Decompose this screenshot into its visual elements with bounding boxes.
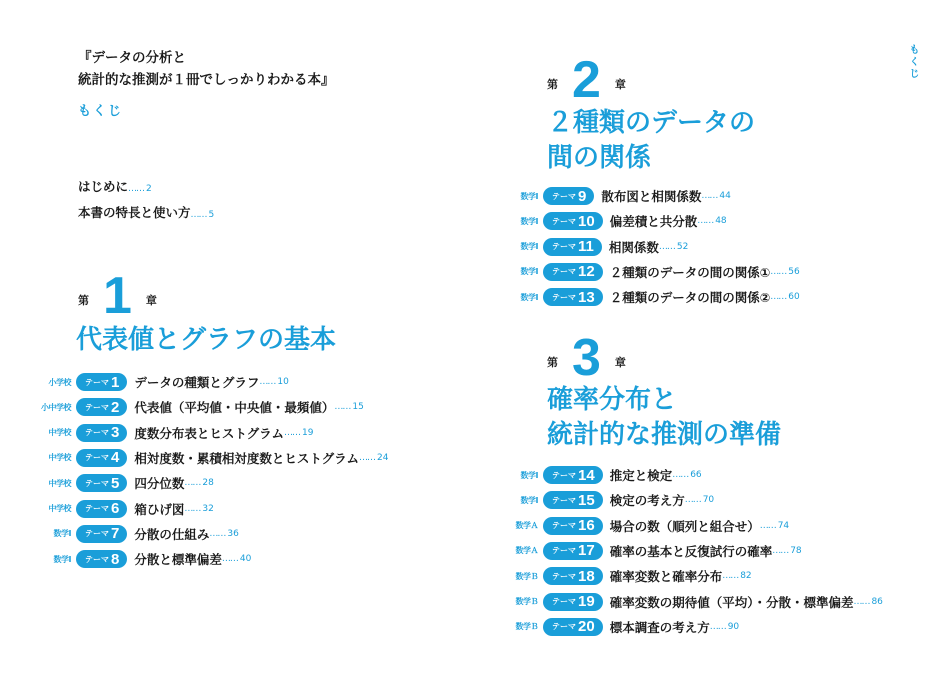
chapter-number: 3 <box>572 329 601 387</box>
subject-level-label: 数学Ｂ <box>515 597 538 606</box>
leader-dots: …… <box>772 545 789 556</box>
theme-badge-number: 18 <box>578 567 595 585</box>
subject-level-label: 数学Ｂ <box>515 622 538 632</box>
theme-badge-number: 16 <box>578 517 595 535</box>
subject-level-label: 中学校 <box>48 453 71 463</box>
theme-badge <box>543 212 603 230</box>
chapter-1-heading <box>78 267 157 325</box>
page-number: 10 <box>277 377 289 387</box>
chapter-2-heading <box>547 51 626 109</box>
subject-level-label: 数学Ⅰ <box>53 529 71 539</box>
leader-dots: …… <box>709 621 726 632</box>
leader-dots: …… <box>722 571 739 582</box>
toc-entry-label: 四分位数 <box>134 476 185 492</box>
theme-badge-number: 19 <box>578 593 595 610</box>
theme-badge-label: テーマ <box>552 546 576 556</box>
theme-badge <box>543 567 603 585</box>
toc-entry-theme-8[interactable] <box>40 549 251 569</box>
theme-badge-number: 20 <box>578 618 595 636</box>
theme-badge <box>543 618 603 636</box>
theme-badge-number: 14 <box>578 466 595 484</box>
toc-entry-theme-11[interactable] <box>507 237 688 257</box>
theme-badge-label: テーマ <box>85 402 109 412</box>
toc-entry-theme-17[interactable] <box>507 541 802 561</box>
subject-level-label: 小学校 <box>48 377 71 387</box>
leader-dots: …… <box>283 427 300 438</box>
toc-heading: もくじ <box>78 104 124 119</box>
toc-entry-theme-13[interactable] <box>507 287 800 307</box>
theme-badge <box>543 263 603 281</box>
leader-dots: …… <box>684 495 701 506</box>
page-number: 5 <box>208 210 215 220</box>
toc-entry-label: 確率変数の期待値（平均）・分散・標準偏差 <box>609 594 854 610</box>
page-number: 48 <box>715 216 727 227</box>
leader-dots: …… <box>672 470 689 480</box>
theme-badge-number: 13 <box>578 288 595 306</box>
toc-entry-label: 偏差積と共分散 <box>609 214 698 230</box>
theme-badge <box>76 424 127 442</box>
leader-dots: …… <box>770 292 787 303</box>
toc-entry-label: 散布図と相関係数 <box>601 189 702 204</box>
intro-item-features[interactable] <box>78 203 214 221</box>
toc-entry-label: 場合の数（順列と組合せ） <box>609 518 760 534</box>
theme-badge-number: 17 <box>578 542 595 560</box>
chapter-title-line: 間の関係 <box>547 143 652 173</box>
subject-level-label: 数学Ⅰ <box>520 495 538 505</box>
chapter-title-line: 確率分布と <box>547 385 678 415</box>
toc-entry-label: 検定の考え方 <box>609 493 685 509</box>
subject-level-label: 数学Ⅰ <box>520 242 538 252</box>
subject-level-label: 数学Ａ <box>515 546 538 556</box>
leader-dots: …… <box>334 402 351 413</box>
chapter-suffix: 章 <box>614 78 626 91</box>
page-number: 82 <box>740 571 752 582</box>
toc-entry-label: 相関係数 <box>608 239 659 255</box>
toc-entry-label: 代表値（平均値・中央値・最頻値） <box>134 400 335 416</box>
leader-dots: …… <box>658 241 675 252</box>
theme-badge-label: テーマ <box>552 495 576 505</box>
toc-entry-theme-20[interactable] <box>507 617 739 637</box>
leader-dots: …… <box>190 210 207 220</box>
leader-dots: …… <box>697 216 714 227</box>
page-number: 70 <box>702 495 715 506</box>
theme-badge-label: テーマ <box>552 191 576 201</box>
page-number: 60 <box>788 292 800 303</box>
subject-level-label: 数学Ⅰ <box>520 191 538 201</box>
page-number: 86 <box>871 596 883 607</box>
leader-dots: …… <box>209 528 226 539</box>
subject-level-label: 中学校 <box>48 428 71 438</box>
theme-badge <box>543 238 602 256</box>
theme-badge <box>76 449 127 467</box>
page-number: 19 <box>301 427 314 438</box>
toc-entry-label: 度数分布表とヒストグラム <box>134 425 284 441</box>
chapter-suffix: 章 <box>614 356 626 369</box>
theme-badge-label: テーマ <box>85 554 109 564</box>
theme-badge-label: テーマ <box>85 478 109 488</box>
chapter-3-heading <box>547 329 626 387</box>
toc-entry-theme-6[interactable] <box>40 499 214 519</box>
toc-entry-theme-1[interactable] <box>40 372 289 392</box>
page-number: 32 <box>202 503 214 514</box>
subject-level-label: 数学Ａ <box>515 521 538 531</box>
theme-badge-number: 9 <box>578 187 587 205</box>
theme-badge-number: 4 <box>111 449 120 467</box>
theme-badge <box>543 491 603 509</box>
book-title-line-2: 統計的な推測が１冊でしっかりわかる本』 <box>78 72 335 88</box>
chapter-2-title <box>547 106 755 176</box>
theme-badge-label: テーマ <box>552 521 576 531</box>
theme-badge-label: テーマ <box>552 216 576 226</box>
page-number: 44 <box>719 191 731 201</box>
theme-badge-label: テーマ <box>552 242 576 252</box>
page-number: 28 <box>202 478 214 489</box>
page-number: 56 <box>788 266 800 277</box>
subject-level-label: 中学校 <box>48 504 71 513</box>
theme-badge-label: テーマ <box>85 428 109 438</box>
leader-dots: …… <box>770 266 787 277</box>
subject-level-label: 数学Ⅰ <box>53 554 71 564</box>
theme-badge <box>76 550 127 568</box>
theme-badge <box>76 474 127 492</box>
toc-entry-label: ２種類のデータの間の関係① <box>609 264 771 280</box>
subject-level-label: 数学Ⅰ <box>520 292 538 302</box>
chapter-title-line: 統計的な推測の準備 <box>547 420 782 450</box>
theme-badge-number: 3 <box>111 424 120 442</box>
subject-level-label: 数学Ⅰ <box>520 267 538 277</box>
page-number: 66 <box>690 470 702 480</box>
theme-badge-number: 7 <box>111 525 120 543</box>
chapter-suffix: 章 <box>145 294 157 307</box>
theme-badge-label: テーマ <box>552 597 576 606</box>
book-title <box>78 47 335 91</box>
page-number: 15 <box>352 402 364 413</box>
theme-badge-label: テーマ <box>552 292 576 302</box>
theme-badge <box>543 593 603 611</box>
subject-level-label: 中学校 <box>48 478 71 488</box>
theme-badge-number: 12 <box>578 263 595 281</box>
toc-entry-theme-7[interactable] <box>40 524 239 544</box>
page-number: 2 <box>146 184 152 194</box>
toc-entry-label: 分散の仕組み <box>134 526 210 542</box>
theme-badge-label: テーマ <box>552 267 576 277</box>
leader-dots: …… <box>701 191 718 201</box>
toc-entry-theme-18[interactable] <box>507 566 752 586</box>
toc-entry-theme-10[interactable] <box>507 211 727 231</box>
subject-level-label: 数学Ⅰ <box>520 216 538 226</box>
theme-badge-number: 5 <box>111 474 120 492</box>
theme-badge-number: 2 <box>111 398 120 416</box>
theme-badge-number: 6 <box>111 500 120 517</box>
leader-dots: …… <box>184 503 201 514</box>
theme-badge <box>543 288 603 306</box>
chapter-1-title <box>76 323 336 358</box>
chapter-prefix: 第 <box>78 294 89 307</box>
theme-badge <box>543 187 594 205</box>
toc-entry-label: 推定と検定 <box>609 468 673 483</box>
subject-level-label: 小中学校 <box>41 402 71 412</box>
theme-badge-number: 11 <box>578 238 594 256</box>
leader-dots: …… <box>259 377 276 387</box>
chapter-title-line: 代表値とグラフの基本 <box>76 325 337 355</box>
toc-entry-label: データの種類とグラフ <box>134 375 260 390</box>
book-title-line-1: 『データの分析と <box>78 50 186 66</box>
theme-badge <box>76 398 127 416</box>
page-number: 74 <box>777 520 790 531</box>
page-number: 36 <box>227 528 239 539</box>
leader-dots: …… <box>358 452 375 463</box>
leader-dots: …… <box>221 554 238 565</box>
theme-badge <box>543 542 603 560</box>
theme-badge <box>76 500 127 518</box>
chapter-3-title <box>547 383 781 453</box>
theme-badge-number: 10 <box>578 212 595 230</box>
theme-badge-label: テーマ <box>85 453 109 463</box>
intro-item-label: はじめに <box>78 179 129 194</box>
toc-entry-theme-3[interactable] <box>40 423 313 443</box>
intro-item-hajimeni[interactable] <box>78 177 152 195</box>
theme-badge-label: テーマ <box>85 504 109 513</box>
toc-entry-theme-12[interactable] <box>507 262 800 282</box>
page-number: 90 <box>727 621 740 632</box>
theme-badge-number: 15 <box>578 491 595 509</box>
subject-level-label: 数学Ｂ <box>515 571 538 581</box>
toc-entry-theme-9[interactable] <box>507 186 731 206</box>
theme-badge-label: テーマ <box>552 470 576 480</box>
toc-entry-theme-14[interactable] <box>507 465 702 485</box>
theme-badge-label: テーマ <box>85 377 109 387</box>
toc-entry-label: ２種類のデータの間の関係② <box>609 290 771 306</box>
theme-badge <box>543 517 603 535</box>
toc-entry-theme-5[interactable] <box>40 473 214 493</box>
toc-entry-theme-2[interactable] <box>40 397 364 417</box>
toc-entry-label: 確率の基本と反復試行の確率 <box>609 543 773 559</box>
chapter-prefix: 第 <box>547 356 558 369</box>
toc-entry-label: 相対度数・累積相対度数とヒストグラム <box>134 450 359 466</box>
theme-badge <box>543 466 603 484</box>
chapter-number: 1 <box>103 267 132 325</box>
theme-badge <box>76 373 127 391</box>
toc-entry-theme-16[interactable] <box>507 516 789 536</box>
toc-entry-label: 箱ひげ図 <box>134 501 185 517</box>
page-number: 52 <box>676 241 689 252</box>
theme-badge-label: テーマ <box>552 622 576 632</box>
chapter-title-line: ２種類のデータの <box>547 108 756 138</box>
theme-badge-label: テーマ <box>85 529 109 539</box>
toc-entry-theme-15[interactable] <box>507 490 714 510</box>
leader-dots: …… <box>759 520 776 531</box>
toc-entry-label: 分散と標準偏差 <box>134 552 222 568</box>
intro-item-label: 本書の特長と使い方 <box>78 205 191 220</box>
toc-entry-label: 確率変数と確率分布 <box>609 569 723 585</box>
leader-dots: …… <box>853 596 870 607</box>
toc-entry-theme-19[interactable] <box>507 592 883 612</box>
theme-badge-label: テーマ <box>552 571 576 581</box>
subject-level-label: 数学Ⅰ <box>520 470 538 480</box>
page-number: 24 <box>376 452 389 463</box>
side-toc-label: もくじ <box>907 44 918 80</box>
theme-badge-number: 1 <box>111 373 120 391</box>
chapter-number: 2 <box>572 51 601 109</box>
leader-dots: …… <box>128 184 145 194</box>
theme-badge-number: 8 <box>111 550 120 568</box>
page-number: 78 <box>790 545 802 556</box>
chapter-prefix: 第 <box>547 78 558 91</box>
toc-entry-theme-4[interactable] <box>40 448 388 468</box>
leader-dots: …… <box>184 478 201 489</box>
theme-badge <box>76 525 127 543</box>
page-number: 40 <box>239 554 252 565</box>
toc-entry-label: 標本調査の考え方 <box>609 619 710 635</box>
